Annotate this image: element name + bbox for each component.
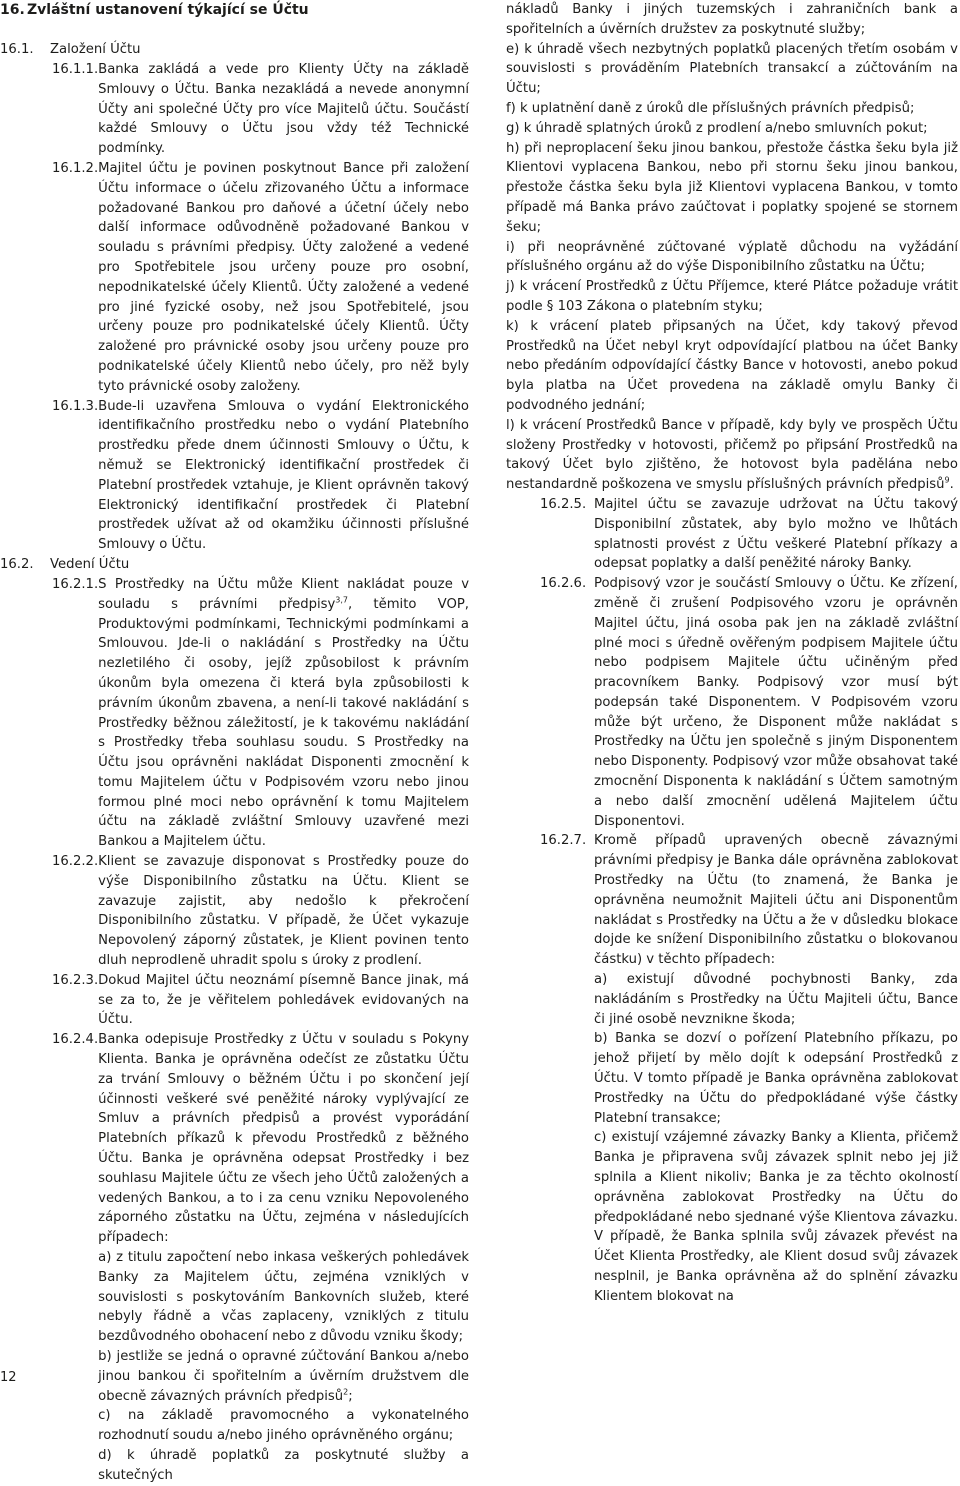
right-column <box>506 0 958 1307</box>
clause-text: Majitel účtu se zavazuje udržovat na Účtu takový Disponibilní zůstatek, aby bylo možno ve lhůtách splatnosti provést z Účtu veškeré Platební příkazy a odepsat poplatky a další peněžité nároky Banky. <box>594 496 958 572</box>
clause-point-e: e) k úhradě všech nezbytných poplatků placených třetím osobám v souvislosti s prováděním Platebních transakcí a zúčtováním na Účtu; <box>506 41 958 97</box>
clause-point-a: a) existují důvodné pochybnosti Banky, zda nakládáním s Prostředky na Účtu Majiteli účtu, Bance či jiné osobě nevznikne škoda; <box>594 972 958 1027</box>
clause-point-i: i) při neoprávněné zúčtované výplatě důchodu na vyžádání příslušného orgánu až do výše Disponibilního zůstatku na Účtu; <box>506 239 958 275</box>
clause-number: 16.2.7. <box>540 833 587 849</box>
clause-16-2-2 <box>0 852 469 971</box>
clause-point-g: g) k úhradě splatných úroků z prodlení a/nebo smluvních pokut; <box>506 120 928 136</box>
clause-point-a: a) z titulu započtení nebo inkasa veškerých pohledávek Banky za Majitelem účtu, zejména vzniklých v souvislosti s poskytováním Bankovních služeb, které nebyly řádně a včas zaplaceny, vzniklých z titulu bezdůvodného obohacení nebo z důvodu vzniku škody; <box>98 1250 469 1345</box>
clause-number: 16.2.3. <box>52 972 99 988</box>
clause-text: S Prostředky na Účtu může Klient nakládat pouze v souladu s právními předpisy$^{3,7}$, těmito VOP, Produktovými podmínkami, Technickými podmínkami a Smlouvou. Jde-li o nakládání s Prostředky na Účtu nezletilého či osoby, jejíž způsobilost k právním úkonům byla omezena či která byla způsobilosti k právním úkonům zbavena, a není-li takové nakládání s Prostředky běžnou záležitostí, je k takovému nakládání s Prostředky třeba souhlasu soudu. S Prostředky na Účtu jsou oprávněni nakládat Disponenti zmocnění k tomu Majitelem účtu v Podpisovém vzoru nebo jinou formou plné moci nebo oprávnění k tomu Majitelem účtu na základě zvláštní Smlouvy uzavřené mezi Bankou a Majitelem účtu. <box>98 576 469 850</box>
clause-number: 16.1.1. <box>52 62 99 77</box>
clause-16-2-5 <box>506 495 958 574</box>
clause-point-c: c) na základě pravomocného a vykonatelného rozhodnutí soudu a/nebo jiného oprávněného orgánu; <box>98 1408 469 1444</box>
clause-number: 16.2.2. <box>52 854 99 870</box>
section-title: Zvláštní ustanovení týkající se Účtu <box>27 2 309 18</box>
clause-point-b: b) jestliže se jedná o opravné zúčtování Bankou a/nebo jinou bankou či spořitelním a úvěrním družstvem dle obecně závazných právních předpisů$^2$; <box>98 1349 469 1404</box>
clause-16-1-1 <box>0 60 469 159</box>
clause-16-1-2 <box>0 159 469 397</box>
subsection-number: 16.1. <box>0 42 34 57</box>
clause-number: 16.2.5. <box>540 496 587 512</box>
clause-text: Podpisový vzor je součástí Smlouvy o Účtu. Ke zřízení, změně či zrušení Podpisového vzoru je oprávněn Majitel účtu, jiná osoba pak jen na základě zvláštní plné moci s úředně ověřeným podpisem Majitele účtu nebo podpisem Majitele účtu učiněným před pracovníkem Banky. Podpisový vzor musí být podepsán také Disponentem. V Podpisovém vzoru může být určeno, že Disponent může nakládat s Prostředky na Účtu jen společně s jiným Disponentem nebo Disponenty. Podpisový vzor může obsahovat také zmocnění Disponenta k nakládání s Účtem samotným a nebo další zmocnění udělená Majitelem účtu Disponentovi. <box>594 576 958 829</box>
clause-text: Dokud Majitel účtu neoznámí písemně Bance jinak, má se za to, že je věřitelem pohledávek evidovaných na Účtu. <box>98 972 469 1028</box>
clause-text: Bude-li uzavřena Smlouva o vydání Elektronického identifikačního prostředku nebo o vydání Platebního prostředku přede dnem účinnosti Smlouvy o Účtu, k němuž se Elektronický identifikační prostředek či Platební prostředek vztahuje, je Klient oprávněn takový Elektronický identifikační prostředek či Platební prostředek užívat až od okamžiku účinnosti příslušné Smlouvy o Účtu. <box>98 398 469 553</box>
clause-16-1-3 <box>0 397 469 555</box>
clause-text: Klient se zavazuje disponovat s Prostředky pouze do výše Disponibilního zůstatku na Účtu. Klient se zavazuje zajistit, aby nedošlo k překročení Disponibilního zůstatku. V případě, že Účet vykazuje Nepovolený záporný zůstatek, je Klient povinen tento dluh neprodleně uhradit spolu s úroky z prodlení. <box>98 854 469 969</box>
clause-number: 16.2.4. <box>52 1032 99 1048</box>
clause-16-2-7 <box>506 831 958 1306</box>
subsection-heading <box>0 40 469 60</box>
clause-16-2-3 <box>0 971 469 1030</box>
footnote-ref: 2 <box>343 1387 349 1397</box>
clause-number: 16.2.6. <box>540 576 587 592</box>
clause-text: Banka odepisuje Prostředky z Účtu v souladu s Pokyny Klienta. Banka je oprávněna odečíst ze zůstatku Účtu za trvání Smlouvy o běžném Účtu i po skončení její účinnosti veškeré své peněžité nároky vyplývající ze Smluv a právních předpisů a provést vyporádání Platebních příkazů k převodu Prostředků z běžného Účtu. Banka je oprávněna odepsat Prostředky i bez souhlasu Majitele účtu ze všech jeho Účtů založených a vedených Bankou, a to i za cenu vzniku Nepovoleného záporného zůstatku na Účtu, zejména v následujících případech: <box>98 1032 469 1246</box>
clause-point-h: h) při neproplacení šeku jinou bankou, přestože částka šeku byla již Klientovi vyplacena Bankou, nebo při stornu šeku jinou bankou, přestože částka šeku byla již Klientovi vyplacena Bankou, v tomto případě má Banka právo zaúčtovat i poplatky spojené se stornem šeku; <box>506 140 958 235</box>
footnote-ref: 9 <box>944 475 950 485</box>
subsection-title: Založení Účtu <box>50 42 141 57</box>
page-number: 12 <box>0 1370 17 1385</box>
left-column <box>0 0 469 1486</box>
clause-point-l: l) k vrácení Prostředků Bance v případě, kdy byly ve prospěch Účtu složeny Prostředky v hotovosti, přičemž po připsání Prostředků na takový Účet bylo zjištěno, že hotovost byla padělána nebo nestandardně poškozena ve smyslu příslušných právních předpisů$^9$. <box>506 417 958 493</box>
clause-point-j: j) k vrácení Prostředků z Účtu Příjemce, které Plátce požaduje vrátit podle § 103 Zákona o platebním styku; <box>506 279 958 314</box>
clause-number: 16.1.2. <box>52 160 99 176</box>
clause-number: 16.2.1. <box>52 576 99 592</box>
clause-point-k: k) k vrácení plateb připsaných na Účet, kdy takový převod Prostředků na Účet nebyl kryt odpovídající platbou na účet Banky nebo předáním odpovídající částky Bance v hotovosti, anebo pokud byla platba na Účet provedena na základě omylu Banky či podvodného jednání; <box>506 318 958 413</box>
clause-text: Kromě případů upravených obecně závaznými právními předpisy je Banka dále oprávněna zablokovat Prostředky na Účtu (to znamená, že Banka je oprávněna neumožnit Majiteli účtu ani Disponentům nakládat s Prostředky na Účtu a že v důsledku blokace dojde ke snížení Disponibilního zůstatku o blokovanou částku) v těchto případech: <box>594 833 958 968</box>
clause-point-b: b) Banka se dozví o pořízení Platebního příkazu, po jehož přijetí by mělo dojít k odepsání Prostředků z Účtu. V tomto případě je Banka oprávněna zablokovat Prostředky na Účtu do předpokládané výše částky Platební transakce; <box>594 1031 958 1126</box>
clause-point-f: f) k uplatnění daně z úroků dle příslušných právních předpisů; <box>506 100 915 116</box>
clause-text: Majitel účtu je povinen poskytnout Bance při založení Účtu informace o účelu zřizovaného Účtu a informace požadované Bankou pro daňové a účetní účely nebo další informace odůvodněně požadované Bankou v souladu s právními předpisy. Účty založené a vedené pro Spotřebitele jsou určeny pouze pro osobní, nepodnikatelské účely Klientů. Účty založené a vedené pro jiné fyzické osoby, než jsou Spotřebitelé, jsou určeny pouze pro podnikatelské účely Klientů. Účty založené pro právnické osoby jsou určeny pouze pro podnikatelské účely Klientů nebo účely, pro něž byly tyto právnické osoby založeny. <box>98 160 469 394</box>
subsection-number: 16.2. <box>0 556 34 572</box>
clause-point-d: d) k úhradě poplatků za poskytnuté služby a skutečných <box>98 1447 469 1483</box>
subsection-heading <box>0 555 469 575</box>
section-heading <box>0 0 469 20</box>
clause-16-2-1 <box>0 575 469 852</box>
footnote-ref: 3,7 <box>335 595 349 605</box>
clause-text: Banka zakládá a vede pro Klienty Účty na základě Smlouvy o Účtu. Banka nezakládá a nevede anonymní Účty ani společné Účty pro více Majitelů účtu. Součástí každé Smlouvy o Účtu jsou vždy též Technické podmínky. <box>98 62 469 157</box>
clause-number: 16.1.3. <box>52 398 99 414</box>
clause-16-2-4-continued <box>506 0 958 495</box>
clause-16-2-6 <box>506 574 958 831</box>
clause-point-c: c) existují vzájemné závazky Banky a Klienta, přičemž Banka je připravena svůj závazek splnit nebo jej již splnila a Klient nikoliv; Banka je za těchto okolností oprávněna zablokovat Prostředky na Účtu do předpokládané nebo sjednané výše Klientova závazku. V případě, že Banka splnila svůj závazek převést na Účet Klienta Prostředky, ale Klient dosud svůj závazek nesplnil, je Banka oprávněna až do splnění závazku Klientem blokovat na <box>594 1130 958 1304</box>
subsection-title: Vedení Účtu <box>50 556 130 572</box>
section-number: 16. <box>0 2 25 18</box>
clause-16-2-4 <box>0 1030 469 1485</box>
continued-text: nákladů Banky i jiných tuzemských i zahraničních bank a spořitelních a úvěrních družstev za poskytnuté služby; <box>506 2 958 37</box>
